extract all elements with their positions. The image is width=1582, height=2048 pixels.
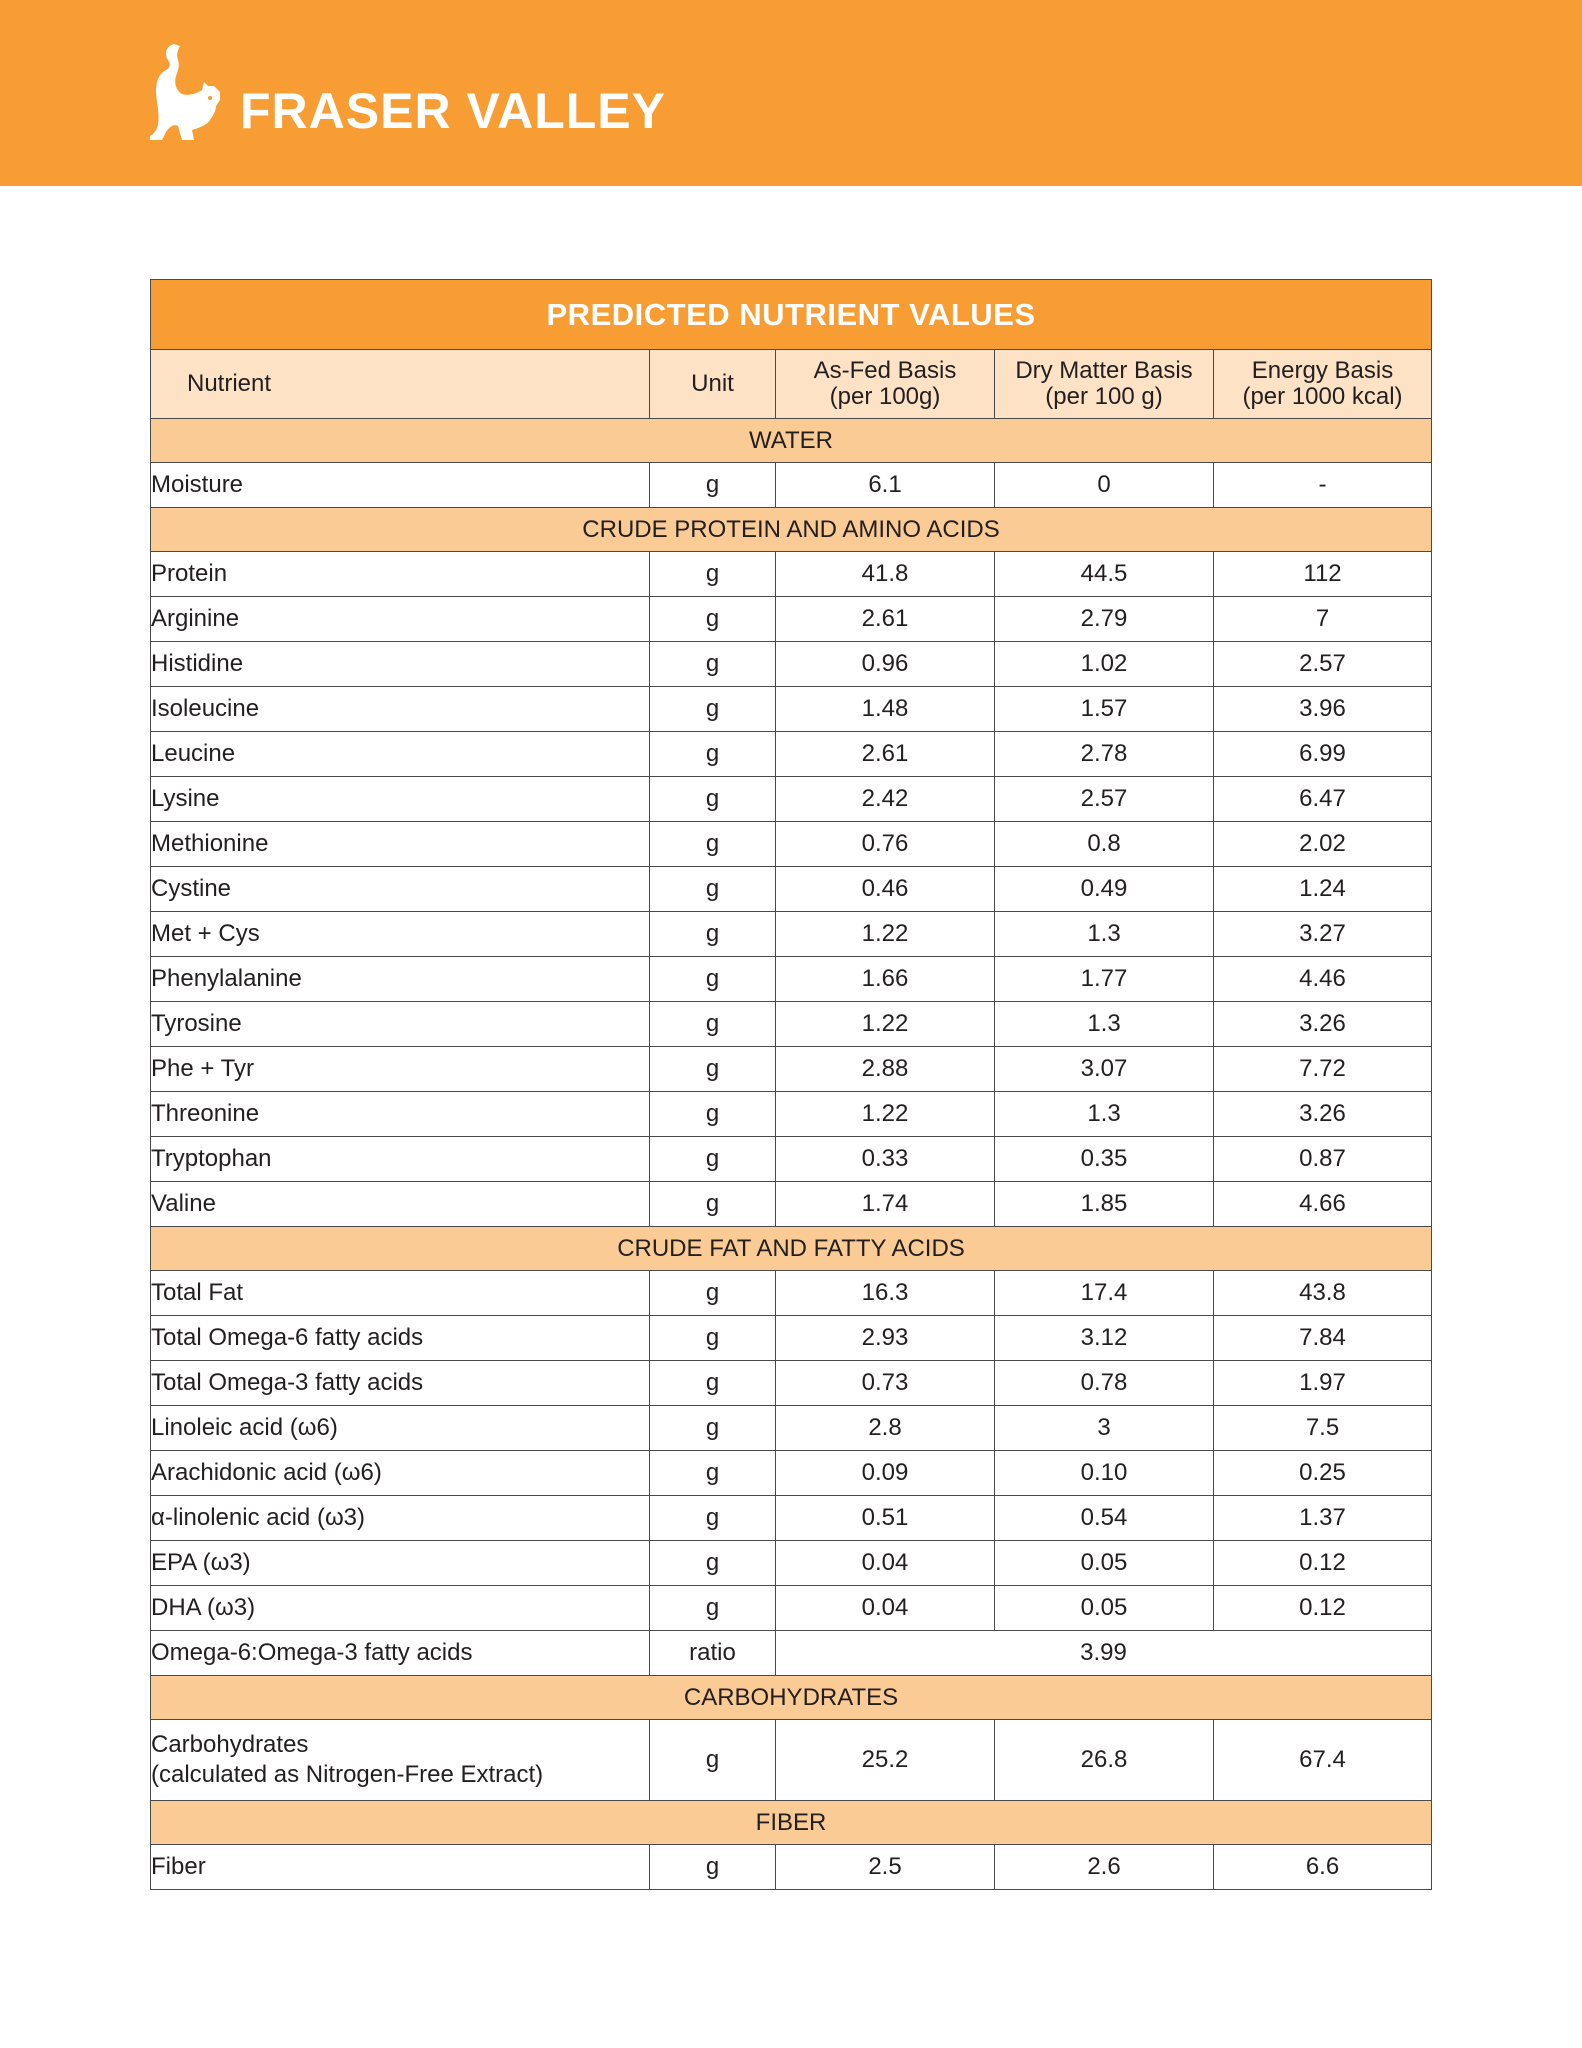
section-title: CRUDE PROTEIN AND AMINO ACIDS [151,508,1432,552]
dry-matter-value: 0 [995,463,1214,508]
energy-value: 0.12 [1214,1586,1432,1631]
as-fed-value: 1.22 [776,1002,995,1047]
nutrient-unit: g [650,1451,776,1496]
table-row [151,1406,1432,1451]
table-row [151,552,1432,597]
table-row [151,777,1432,822]
energy-value: 3.26 [1214,1002,1432,1047]
section-header-row [151,419,1432,463]
column-header-energy-line1: Energy Basis [1251,357,1394,384]
energy-value: 2.02 [1214,822,1432,867]
table-row [151,732,1432,777]
nutrient-name: Phenylalanine [151,957,650,1002]
table-row [151,1316,1432,1361]
as-fed-value: 2.88 [776,1047,995,1092]
nutrient-unit: g [650,867,776,912]
dry-matter-value: 1.3 [995,1092,1214,1137]
dry-matter-value: 1.3 [995,912,1214,957]
table-title-row [151,280,1432,350]
dry-matter-value: 0.05 [995,1541,1214,1586]
column-header-as-fed-line1: As-Fed Basis [813,357,957,384]
nutrient-unit: g [650,1496,776,1541]
as-fed-value: 0.09 [776,1451,995,1496]
dry-matter-value: 1.85 [995,1182,1214,1227]
nutrient-name: Phe + Tyr [151,1047,650,1092]
cat-logo-icon [144,40,222,144]
nutrient-name: Histidine [151,642,650,687]
nutrient-name: Omega-6:Omega-3 fatty acids [151,1631,650,1676]
nutrient-name: Total Omega-6 fatty acids [151,1316,650,1361]
nutrient-name: Cystine [151,867,650,912]
nutrient-unit: g [650,1845,776,1890]
dry-matter-value: 0.05 [995,1586,1214,1631]
column-header-nutrient: Nutrient [151,350,650,419]
dry-matter-value: 0.8 [995,822,1214,867]
as-fed-value: 0.51 [776,1496,995,1541]
nutrient-unit: g [650,957,776,1002]
dry-matter-value: 0.10 [995,1451,1214,1496]
column-header-energy [1214,350,1432,419]
energy-value: 1.37 [1214,1496,1432,1541]
nutrient-unit: g [650,1182,776,1227]
as-fed-value: 1.66 [776,957,995,1002]
energy-value: 6.99 [1214,732,1432,777]
table-row [151,1271,1432,1316]
nutrient-name: Moisture [151,463,650,508]
energy-value: 7.5 [1214,1406,1432,1451]
table-row [151,1586,1432,1631]
energy-value: - [1214,463,1432,508]
nutrient-name: Total Omega-3 fatty acids [151,1361,650,1406]
dry-matter-value: 44.5 [995,552,1214,597]
column-header-unit: Unit [650,350,776,419]
ratio-value: 3.99 [776,1631,1432,1676]
nutrient-name-line2: (calculated as Nitrogen-Free Extract) [151,1761,544,1788]
nutrient-unit: g [650,777,776,822]
as-fed-value: 2.8 [776,1406,995,1451]
brand-name: FRASER VALLEY [240,83,666,139]
energy-value: 3.27 [1214,912,1432,957]
nutrient-name-line1: Carbohydrates [151,1731,309,1758]
as-fed-value: 0.73 [776,1361,995,1406]
dry-matter-value: 2.79 [995,597,1214,642]
nutrient-unit: g [650,1137,776,1182]
table-row [151,642,1432,687]
nutrient-unit: g [650,912,776,957]
table-row [151,463,1432,508]
table-row [151,687,1432,732]
dry-matter-value: 1.02 [995,642,1214,687]
nutrient-name: EPA (ω3) [151,1541,650,1586]
dry-matter-value: 1.57 [995,687,1214,732]
table-row [151,1002,1432,1047]
dry-matter-value: 26.8 [995,1720,1214,1801]
nutrient-unit: g [650,1541,776,1586]
nutrient-unit: g [650,1047,776,1092]
dry-matter-value: 2.6 [995,1845,1214,1890]
energy-value: 1.24 [1214,867,1432,912]
dry-matter-value: 2.57 [995,777,1214,822]
nutrient-name: Valine [151,1182,650,1227]
as-fed-value: 2.5 [776,1845,995,1890]
section-title: WATER [151,419,1432,463]
nutrient-unit: g [650,1586,776,1631]
dry-matter-value: 0.49 [995,867,1214,912]
energy-value: 0.25 [1214,1451,1432,1496]
nutrient-name [151,1720,650,1801]
nutrient-table [150,279,1432,1890]
dry-matter-value: 0.54 [995,1496,1214,1541]
as-fed-value: 2.61 [776,597,995,642]
nutrient-name: DHA (ω3) [151,1586,650,1631]
header-banner [0,0,1582,186]
nutrient-name: Arginine [151,597,650,642]
nutrient-name: Linoleic acid (ω6) [151,1406,650,1451]
energy-value: 4.66 [1214,1182,1432,1227]
nutrient-unit: g [650,1406,776,1451]
dry-matter-value: 3.12 [995,1316,1214,1361]
nutrient-name: Isoleucine [151,687,650,732]
column-header-row [151,350,1432,419]
as-fed-value: 6.1 [776,463,995,508]
column-header-dry-matter-line2: (per 100 g) [1045,383,1163,410]
energy-value: 6.47 [1214,777,1432,822]
dry-matter-value: 17.4 [995,1271,1214,1316]
as-fed-value: 0.96 [776,642,995,687]
energy-value: 112 [1214,552,1432,597]
section-header-row [151,508,1432,552]
nutrient-name: Fiber [151,1845,650,1890]
table-row [151,957,1432,1002]
dry-matter-value: 0.35 [995,1137,1214,1182]
energy-value: 6.6 [1214,1845,1432,1890]
as-fed-value: 16.3 [776,1271,995,1316]
table-row [151,1720,1432,1801]
nutrient-unit: g [650,552,776,597]
dry-matter-value: 1.77 [995,957,1214,1002]
column-header-dry-matter [995,350,1214,419]
table-row [151,1541,1432,1586]
table-title: PREDICTED NUTRIENT VALUES [151,280,1432,350]
as-fed-value: 1.48 [776,687,995,732]
nutrient-unit: g [650,687,776,732]
as-fed-value: 0.76 [776,822,995,867]
section-header-row [151,1676,1432,1720]
nutrient-unit: g [650,1271,776,1316]
column-header-energy-line2: (per 1000 kcal) [1242,383,1403,410]
column-header-dry-matter-line1: Dry Matter Basis [1015,357,1193,384]
nutrient-name: Tyrosine [151,1002,650,1047]
nutrient-name: Threonine [151,1092,650,1137]
energy-value: 1.97 [1214,1361,1432,1406]
as-fed-value: 41.8 [776,552,995,597]
section-header-row [151,1801,1432,1845]
energy-value: 4.46 [1214,957,1432,1002]
energy-value: 7 [1214,597,1432,642]
as-fed-value: 0.04 [776,1586,995,1631]
dry-matter-value: 3 [995,1406,1214,1451]
section-title: CARBOHYDRATES [151,1676,1432,1720]
energy-value: 3.26 [1214,1092,1432,1137]
nutrient-name: Arachidonic acid (ω6) [151,1451,650,1496]
nutrient-unit: g [650,642,776,687]
as-fed-value: 2.61 [776,732,995,777]
as-fed-value: 0.46 [776,867,995,912]
table-row [151,1451,1432,1496]
energy-value: 7.84 [1214,1316,1432,1361]
energy-value: 3.96 [1214,687,1432,732]
as-fed-value: 1.22 [776,1092,995,1137]
nutrient-unit: g [650,597,776,642]
nutrient-name: α-linolenic acid (ω3) [151,1496,650,1541]
column-header-as-fed-line2: (per 100g) [829,383,941,410]
ratio-row [151,1631,1432,1676]
energy-value: 0.87 [1214,1137,1432,1182]
dry-matter-value: 0.78 [995,1361,1214,1406]
nutrient-unit: g [650,1092,776,1137]
table-row [151,1047,1432,1092]
table-row [151,1361,1432,1406]
as-fed-value: 1.22 [776,912,995,957]
nutrient-unit: g [650,1720,776,1801]
nutrient-unit: g [650,463,776,508]
table-row [151,867,1432,912]
nutrient-name: Tryptophan [151,1137,650,1182]
table-row [151,912,1432,957]
nutrient-name: Met + Cys [151,912,650,957]
as-fed-value: 2.42 [776,777,995,822]
nutrient-name: Protein [151,552,650,597]
nutrient-name: Leucine [151,732,650,777]
table-row [151,1092,1432,1137]
as-fed-value: 25.2 [776,1720,995,1801]
nutrient-name: Lysine [151,777,650,822]
table-row [151,1496,1432,1541]
section-title: FIBER [151,1801,1432,1845]
as-fed-value: 0.04 [776,1541,995,1586]
nutrient-unit: g [650,732,776,777]
energy-value: 0.12 [1214,1541,1432,1586]
table-row [151,822,1432,867]
section-title: CRUDE FAT AND FATTY ACIDS [151,1227,1432,1271]
dry-matter-value: 2.78 [995,732,1214,777]
energy-value: 67.4 [1214,1720,1432,1801]
energy-value: 43.8 [1214,1271,1432,1316]
energy-value: 7.72 [1214,1047,1432,1092]
section-header-row [151,1227,1432,1271]
dry-matter-value: 3.07 [995,1047,1214,1092]
dry-matter-value: 1.3 [995,1002,1214,1047]
nutrient-unit: g [650,1361,776,1406]
nutrient-unit: ratio [650,1631,776,1676]
as-fed-value: 1.74 [776,1182,995,1227]
column-header-as-fed [776,350,995,419]
table-row [151,597,1432,642]
energy-value: 2.57 [1214,642,1432,687]
table-row [151,1182,1432,1227]
as-fed-value: 2.93 [776,1316,995,1361]
as-fed-value: 0.33 [776,1137,995,1182]
table-row [151,1845,1432,1890]
nutrient-name: Total Fat [151,1271,650,1316]
nutrient-name: Methionine [151,822,650,867]
table-row [151,1137,1432,1182]
nutrient-unit: g [650,822,776,867]
nutrient-unit: g [650,1002,776,1047]
nutrient-unit: g [650,1316,776,1361]
